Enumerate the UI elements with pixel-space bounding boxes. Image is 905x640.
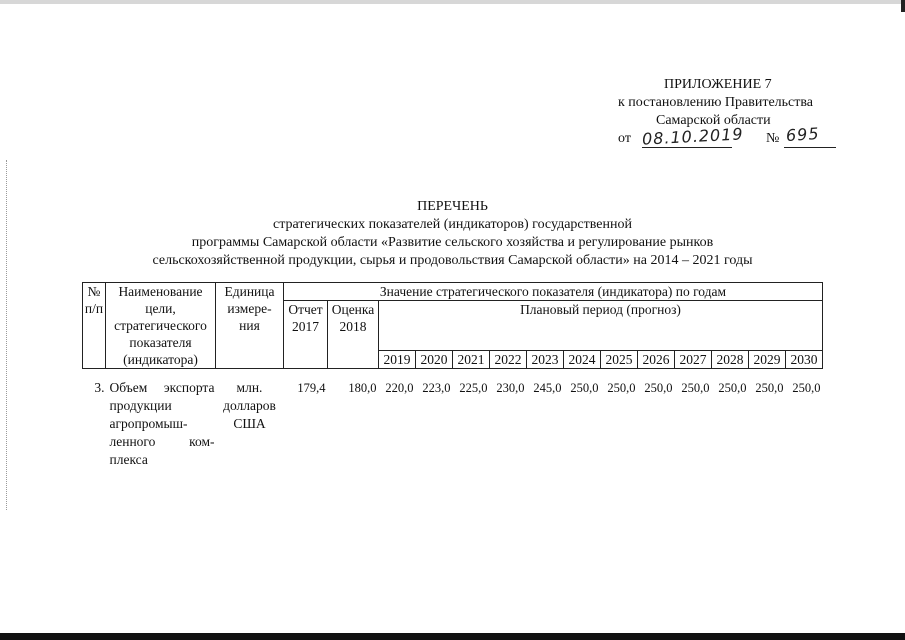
header-year: 2024 [564,351,601,369]
row-report-value: 179,4 [297,381,326,395]
row-plan-value: 250,0 [792,381,821,395]
header-year: 2030 [786,351,823,369]
row-name-line: Объем экспорта [109,380,215,395]
header-year: 2019 [379,351,416,369]
header-estimate-label: Оценка [331,302,375,317]
header-plan-period: Плановый период (прогноз) [379,301,823,351]
row-name [106,369,216,470]
header-name-line: стратегического [114,318,207,333]
row-unit-line: США [233,416,266,431]
row-name-line: плекса [109,452,148,467]
header-year: 2022 [490,351,527,369]
row-plan-value: 245,0 [533,381,562,395]
heading-title: ПЕРЕЧЕНЬ [417,199,488,214]
row-unit [216,369,284,470]
row-unit-line: долларов [223,398,276,413]
header-year: 2027 [675,351,712,369]
header-year: 2021 [453,351,490,369]
row-plan-value: 250,0 [607,381,636,395]
row-plan-value: 220,0 [385,381,414,395]
header-report-year: 2017 [292,319,319,334]
row-plan-value: 250,0 [755,381,784,395]
header-num-line-2: п/п [84,301,104,316]
header-name-line: Наименование [118,284,203,299]
appendix-date-line [618,123,856,152]
header-num [83,283,106,369]
header-year: 2026 [638,351,675,369]
header-name [106,283,216,369]
row-unit-line: млн. [236,380,263,395]
page-edge-bottom [0,633,905,640]
appendix-title: ПРИЛОЖЕНИЕ 7 [664,77,772,92]
indicators-table [82,282,823,469]
table-row [83,369,823,470]
heading-line-2: программы Самарской области «Развитие сельского хозяйства и регулирование рынков [191,235,714,250]
header-year: 2020 [416,351,453,369]
header-unit-line: ния [239,318,260,333]
header-unit-line: Единица [224,284,275,299]
header-year: 2023 [527,351,564,369]
row-name-line: ленного ком- [109,434,215,449]
handwritten-number: 695 [785,123,821,146]
header-num-line-1: № [87,284,101,299]
handwritten-date: 08.10.2019 [641,124,745,149]
row-name-line: продукции [109,398,172,413]
row-estimate-value: 180,0 [348,381,377,395]
row-plan-value: 250,0 [681,381,710,395]
number-prefix: № [766,131,780,146]
row-plan-value: 223,0 [422,381,451,395]
row-plan-value: 250,0 [570,381,599,395]
header-year: 2025 [601,351,638,369]
appendix-line-1: к постановлению Правительства [618,95,814,110]
row-plan-value: 250,0 [644,381,673,395]
date-prefix: от [618,131,631,146]
page-edge-top [0,0,905,4]
corner-mark [901,0,905,12]
heading-line-3: сельскохозяйственной продукции, сырья и продовольствия Самарской области» на 2014 – 2021 годы [152,253,753,268]
row-plan-value: 230,0 [496,381,525,395]
header-values-group: Значение стратегического показателя (индикатора) по годам [284,283,823,301]
appendix-line-2: Самарской области [656,113,771,128]
row-num: 3. [94,380,105,395]
header-name-line: цели, [145,301,176,316]
scan-specks [6,160,9,510]
header-unit-line: измере- [227,301,272,316]
header-name-line: (индикатора) [123,352,198,367]
header-report-label: Отчет [288,302,323,317]
header-year: 2029 [749,351,786,369]
header-estimate [328,301,379,369]
heading-line-1: стратегических показателей (индикаторов) государственной [273,217,632,232]
row-plan-value: 250,0 [718,381,747,395]
header-report [284,301,328,369]
row-plan-value: 225,0 [459,381,488,395]
header-unit [216,283,284,369]
appendix-block [606,76,856,152]
header-name-line: показателя [129,335,192,350]
header-estimate-year: 2018 [339,319,367,334]
header-year: 2028 [712,351,749,369]
number-underline [784,147,836,148]
row-name-line: агропромыш- [109,416,188,431]
document-heading [100,198,805,270]
